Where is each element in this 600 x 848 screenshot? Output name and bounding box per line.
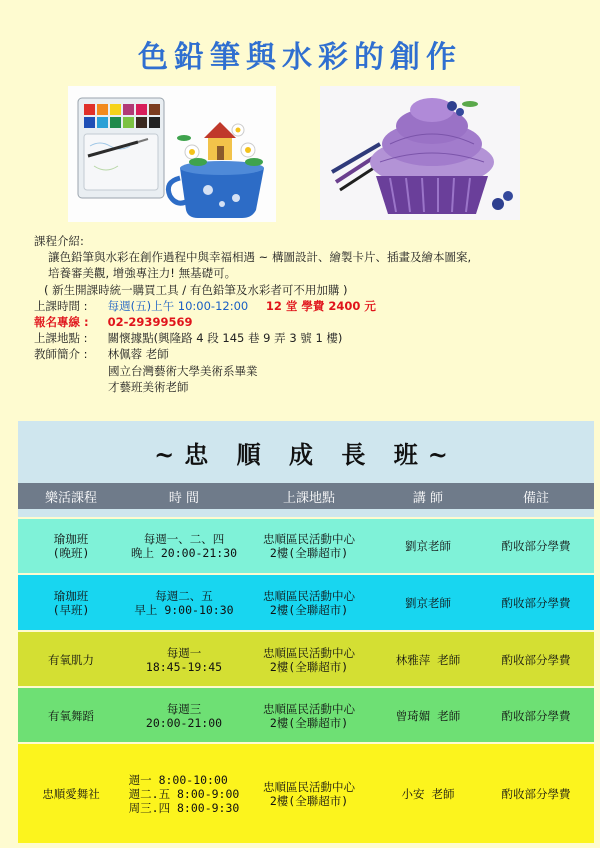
venue-floor: 2樓(全聯超市) [269, 793, 349, 808]
header-time: 時 間 [168, 490, 200, 506]
course-name: 瑜珈班 [53, 588, 89, 603]
course-name: 有氧肌力 [48, 652, 94, 667]
hotline-row [34, 314, 574, 330]
schedule-title: ~忠 順 成 長 班~ [154, 440, 458, 469]
schedule-panel [18, 421, 594, 841]
fee-value: 12 堂 學費 2400 元 [265, 298, 376, 313]
teacher-cell: 劉京老師 [405, 595, 451, 610]
fee-note-cell: 酌收部分學費 [501, 708, 571, 723]
class-days: 每週一、二、四 [143, 532, 225, 546]
class-hours: 早上 9:00-10:30 [134, 602, 234, 617]
teacher-label: 教師簡介 : [34, 347, 88, 362]
header-place: 上課地點 [282, 490, 335, 506]
table-row [18, 517, 594, 573]
page-title: 色鉛筆與水彩的創作 [138, 40, 462, 75]
intro-line-1: 讓色鉛筆與水彩在創作過程中與幸福相遇 ~ 構圖設計、繪製卡片、插畫及繪本圖案, [48, 250, 472, 265]
teacher-bio-1: 國立台灣藝術大學美術系畢業 [108, 363, 258, 378]
venue-floor: 2樓(全聯超市) [269, 659, 349, 674]
venue-name: 忠順區民活動中心 [263, 701, 355, 716]
course-session: (晚班) [52, 546, 90, 560]
class-days: 每週二、五 [155, 588, 213, 603]
table-row [18, 742, 594, 843]
course-info [34, 233, 574, 395]
course-session: (早班) [52, 602, 90, 617]
class-hours: 18:45-19:45 [145, 659, 223, 674]
class-days: 每週一 [166, 645, 202, 660]
teacher-cell: 小安 老師 [401, 786, 455, 801]
hotline-value: 02-29399569 [107, 315, 193, 330]
tools-note: ( 新生開課時統一購買工具 / 有色鉛筆及水彩者可不用加購 ) [44, 282, 348, 297]
cupcake-photo [320, 86, 520, 220]
class-slot: 週二.五 8:00-9:00 [128, 786, 240, 801]
table-row [18, 630, 594, 687]
class-days: 每週三 [166, 701, 202, 716]
teacher-row [34, 346, 574, 362]
watercolor-cup-photo [68, 86, 276, 222]
place-row [34, 330, 574, 346]
teacher-cell: 曾琦媚 老師 [395, 708, 461, 723]
header-course: 樂活課程 [44, 490, 97, 506]
intro-label: 課程介紹: [34, 234, 84, 248]
table-row [18, 686, 594, 743]
hotline-label: 報名專線 : [34, 315, 89, 330]
fee-note-cell: 酌收部分學費 [501, 652, 571, 667]
place-label: 上課地點 : [34, 331, 88, 346]
header-note: 備註 [522, 490, 549, 506]
intro-line-2: 培養審美觀, 增強專注力! 無基礎可。 [48, 266, 237, 281]
venue-name: 忠順區民活動中心 [263, 588, 355, 603]
time-label: 上課時間 : [34, 298, 88, 313]
fee-note-cell: 酌收部分學費 [501, 786, 571, 801]
time-row [34, 298, 574, 314]
time-value: 每週(五)上午 10:00-12:00 [107, 298, 249, 313]
venue-name: 忠順區民活動中心 [263, 779, 355, 794]
class-hours: 20:00-21:00 [145, 715, 223, 730]
course-name: 忠順愛舞社 [42, 786, 100, 801]
venue-floor: 2樓(全聯超市) [269, 602, 349, 617]
table-row [18, 573, 594, 630]
class-hours: 晚上 20:00-21:30 [130, 546, 238, 560]
venue-name: 忠順區民活動中心 [263, 532, 355, 546]
table-header [18, 483, 594, 509]
fee-note-cell: 酌收部分學費 [501, 539, 571, 553]
teacher-name: 林佩蓉 老師 [107, 347, 169, 362]
header-teacher: 講 師 [412, 490, 444, 506]
fee-note-cell: 酌收部分學費 [501, 595, 571, 610]
course-name: 瑜珈班 [53, 532, 89, 546]
venue-floor: 2樓(全聯超市) [269, 546, 349, 560]
teacher-cell: 劉京老師 [405, 539, 451, 553]
class-slot: 周三.四 8:00-9:30 [128, 800, 240, 815]
teacher-bio-2: 才藝班美術老師 [108, 379, 189, 394]
teacher-cell: 林雅萍 老師 [395, 652, 461, 667]
class-slot: 週一 8:00-10:00 [128, 772, 228, 787]
venue-floor: 2樓(全聯超市) [269, 715, 349, 730]
place-value: 關懷據點(興隆路 4 段 145 巷 9 弄 3 號 1 樓) [107, 331, 343, 346]
venue-name: 忠順區民活動中心 [263, 645, 355, 660]
course-name: 有氧舞蹈 [48, 708, 94, 723]
